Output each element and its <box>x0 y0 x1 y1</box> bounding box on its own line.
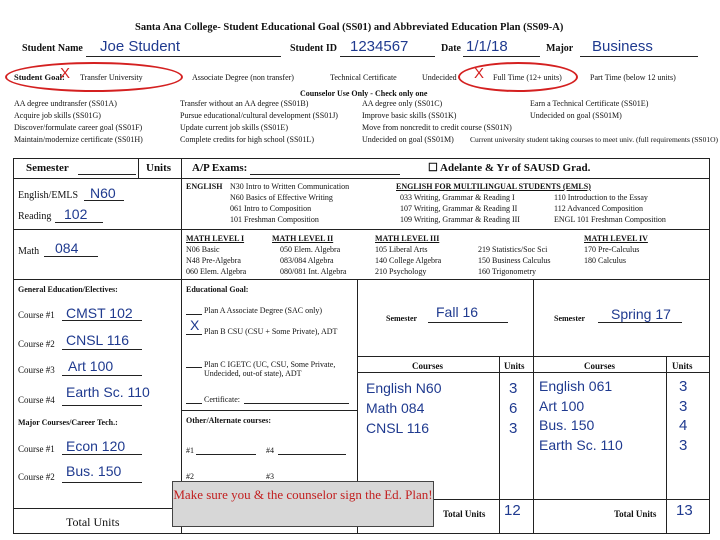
units-label: Units <box>146 162 172 174</box>
math-l3b-row-2: 160 Trigonometry <box>478 267 537 276</box>
fall-semester-value[interactable]: Fall 16 <box>436 304 479 320</box>
emls-row-b0: 110 Introduction to the Essay <box>554 193 648 202</box>
math-l4-row-1: 180 Calculus <box>584 256 626 265</box>
cu-col4-0[interactable]: Earn a Technical Certificate (SS01E) <box>530 99 649 108</box>
other-course-2[interactable]: #2 <box>186 472 194 481</box>
cu-col3-0[interactable]: AA degree only (SS01C) <box>362 99 443 108</box>
reading-value[interactable]: 102 <box>64 206 88 222</box>
fall-course-2[interactable]: CNSL 116 <box>366 420 430 436</box>
spring-course-1[interactable]: Art 100 <box>539 398 585 414</box>
goal-highlight-oval <box>5 62 183 92</box>
certificate-label: Certificate: <box>204 395 240 404</box>
fall-course-0[interactable]: English N60 <box>366 380 442 396</box>
spring-course-2[interactable]: Bus. 150 <box>539 417 595 433</box>
goal-undecided[interactable]: Undecided <box>422 73 457 82</box>
plan-a-option[interactable]: Plan A Associate Degree (SAC only) <box>204 306 322 315</box>
english-row-3: 101 Freshman Composition <box>230 215 319 224</box>
english-row-1: N60 Basics of Effective Writing <box>230 193 333 202</box>
math-value[interactable]: 084 <box>55 240 79 256</box>
spring-unit-1[interactable]: 3 <box>679 398 688 415</box>
cu-col4-2[interactable]: Current university student taking courses to meet univ. (full requirements (SS01O) <box>470 135 719 144</box>
math-l1-row-2: 060 Elem. Algebra <box>186 267 247 276</box>
total-units-left-label: Total Units <box>66 515 120 529</box>
date-label: Date <box>441 43 461 54</box>
counselor-sign-note: Make sure you & the counselor sign the Ed. Plan! <box>172 481 434 527</box>
math-level1-label: MATH LEVEL I <box>186 234 245 243</box>
cu-col2-2[interactable]: Update current job skills (SS01E) <box>180 123 288 132</box>
student-name-value[interactable]: Joe Student <box>100 38 181 55</box>
spring-courses-header: Courses <box>584 361 615 371</box>
fall-units-header: Units <box>504 361 525 371</box>
mcourse1-value[interactable]: Econ 120 <box>66 438 126 454</box>
spring-semester-label: Semester <box>554 314 586 323</box>
course4-label: Course #4 <box>18 395 55 405</box>
math-level3-label: MATH LEVEL III <box>375 234 440 243</box>
fall-courses-header: Courses <box>412 361 443 371</box>
math-l2-row-2: 080/081 Int. Algebra <box>280 267 347 276</box>
english-label: English/EMLS <box>18 190 79 201</box>
counselor-use-label: Counselor Use Only - Check only one <box>300 89 428 98</box>
adelante-checkbox[interactable]: ☐ Adelante & Yr of SAUSD Grad. <box>428 162 591 174</box>
math-level2-label: MATH LEVEL II <box>272 234 334 243</box>
spring-course-3[interactable]: Earth Sc. 110 <box>539 437 623 453</box>
spring-unit-3[interactable]: 3 <box>679 437 688 454</box>
goal-technical[interactable]: Technical Certificate <box>330 73 397 82</box>
spring-unit-0[interactable]: 3 <box>679 378 688 395</box>
cu-col1-0[interactable]: AA degree undtransfer (SS01A) <box>14 99 117 108</box>
cu-col1-1[interactable]: Acquire job skills (SS01G) <box>14 111 101 120</box>
english-value[interactable]: N60 <box>90 185 116 201</box>
course1-label: Course #1 <box>18 310 55 320</box>
goal-transfer[interactable]: Transfer University <box>80 73 143 82</box>
student-name-label: Student Name <box>22 43 83 54</box>
ge-label: General Education/Electives: <box>18 285 118 294</box>
mcourse2-value[interactable]: Bus. 150 <box>66 463 122 479</box>
cu-col3-3[interactable]: Undecided on goal (SS01M) <box>362 135 454 144</box>
course2-label: Course #2 <box>18 339 55 349</box>
ap-exams-label: A/P Exams: <box>192 162 248 174</box>
cu-col2-1[interactable]: Pursue educational/cultural development (SS01J) <box>180 111 338 120</box>
emls-label: ENGLISH FOR MULTILINGUAL STUDENTS (EMLS) <box>396 182 591 191</box>
spring-course-0[interactable]: English 061 <box>539 378 613 394</box>
fall-semester-label: Semester <box>386 314 418 323</box>
cu-col1-2[interactable]: Discover/formulate career goal (SS01F) <box>14 123 143 132</box>
fall-course-1[interactable]: Math 084 <box>366 400 425 416</box>
fall-unit-0[interactable]: 3 <box>509 380 518 397</box>
math-level4-label: MATH LEVEL IV <box>584 234 648 243</box>
math-l3-row-1: 140 College Algebra <box>375 256 442 265</box>
math-l3-row-2: 210 Psychology <box>375 267 427 276</box>
fall-total-value[interactable]: 12 <box>504 502 521 519</box>
transfer-x-mark: X <box>60 65 71 82</box>
major-courses-label: Major Courses/Career Tech.: <box>18 418 118 427</box>
course4-value[interactable]: Earth Sc. 110 <box>66 384 150 400</box>
spring-total-value[interactable]: 13 <box>676 502 693 519</box>
english-block-label: ENGLISH <box>186 182 223 191</box>
cu-col3-2[interactable]: Move from noncredit to credit course (SS01N) <box>362 123 512 132</box>
date-value[interactable]: 1/1/18 <box>466 38 508 55</box>
emls-row-b1: 112 Advanced Composition <box>554 204 644 213</box>
emls-row-2: 109 Writing, Grammar & Reading III <box>400 215 520 224</box>
cu-col2-0[interactable]: Transfer without an AA degree (SS01B) <box>180 99 309 108</box>
emls-row-0: 033 Writing, Grammar & Reading I <box>400 193 515 202</box>
emls-row-b2: ENGL 101 Freshman Composition <box>554 215 666 224</box>
fall-total-label: Total Units <box>443 509 486 519</box>
fall-unit-1[interactable]: 6 <box>509 400 518 417</box>
spring-units-header: Units <box>672 361 693 371</box>
math-l1-row-0: N06 Basic <box>186 245 220 254</box>
plan-b-mark: X <box>190 317 200 333</box>
student-id-label: Student ID <box>290 43 337 54</box>
english-row-2: 061 Intro to Composition <box>230 204 312 213</box>
math-l3b-row-0: 219 Statistics/Soc Sci <box>478 245 548 254</box>
math-l3b-row-1: 150 Business Calculus <box>478 256 551 265</box>
spring-unit-2[interactable]: 4 <box>679 417 688 434</box>
major-label: Major <box>546 43 574 54</box>
plan-c-option[interactable]: Plan C IGETC (UC, CSU, Some Private, Undecided, out-of state), ADT <box>204 360 336 378</box>
mcourse1-label: Course #1 <box>18 444 55 454</box>
course1-value[interactable]: CMST 102 <box>66 305 133 321</box>
goal-associate[interactable]: Associate Degree (non transfer) <box>192 73 294 82</box>
student-id-value[interactable]: 1234567 <box>350 38 409 55</box>
cu-col4-1[interactable]: Undecided on goal (SS01M) <box>530 111 622 120</box>
plan-b-option[interactable]: Plan B CSU (CSU + Some Private), ADT <box>204 327 338 336</box>
emls-row-1: 107 Writing, Grammar & Reading II <box>400 204 518 213</box>
reading-label: Reading <box>18 211 52 222</box>
student-goal-label: Student Goal: <box>14 72 65 82</box>
fall-unit-2[interactable]: 3 <box>509 420 518 437</box>
english-row-0: N30 Intro to Written Communication <box>230 182 350 191</box>
form-title: Santa Ana College- Student Educational Goal (SS01) and Abbreviated Education Plan (SS09-A) <box>135 22 564 33</box>
ed-goal-label: Educational Goal: <box>186 285 249 294</box>
other-course-4[interactable]: #4 <box>266 446 274 455</box>
other-course-3[interactable]: #3 <box>266 472 274 481</box>
major-value[interactable]: Business <box>592 38 653 55</box>
math-l1-row-1: N48 Pre-Algebra <box>186 256 241 265</box>
fulltime-x-mark: X <box>474 65 485 82</box>
spring-total-label: Total Units <box>614 509 657 519</box>
other-courses-label: Other/Alternate courses: <box>186 416 272 425</box>
math-l4-row-0: 170 Pre-Calculus <box>584 245 640 254</box>
course3-value[interactable]: Art 100 <box>68 358 114 374</box>
goal-fulltime[interactable]: Full Time (12+ units) <box>493 73 562 82</box>
math-label: Math <box>18 246 40 257</box>
course3-label: Course #3 <box>18 365 55 375</box>
course2-value[interactable]: CNSL 116 <box>66 332 130 348</box>
math-l2-row-0: 050 Elem. Algebra <box>280 245 341 254</box>
math-l3-row-0: 105 Liberal Arts <box>375 245 428 254</box>
math-l2-row-1: 083/084 Algebra <box>280 256 334 265</box>
semester-label: Semester <box>26 162 69 174</box>
cu-col3-1[interactable]: Improve basic skills (SS01K) <box>362 111 457 120</box>
other-course-1[interactable]: #1 <box>186 446 194 455</box>
spring-semester-value[interactable]: Spring 17 <box>611 306 671 322</box>
mcourse2-label: Course #2 <box>18 472 55 482</box>
goal-parttime[interactable]: Part Time (below 12 units) <box>590 73 676 82</box>
cu-col1-3[interactable]: Maintain/modernize certificate (SS01H) <box>14 135 143 144</box>
cu-col2-3[interactable]: Complete credits for high school (SS01L) <box>180 135 314 144</box>
